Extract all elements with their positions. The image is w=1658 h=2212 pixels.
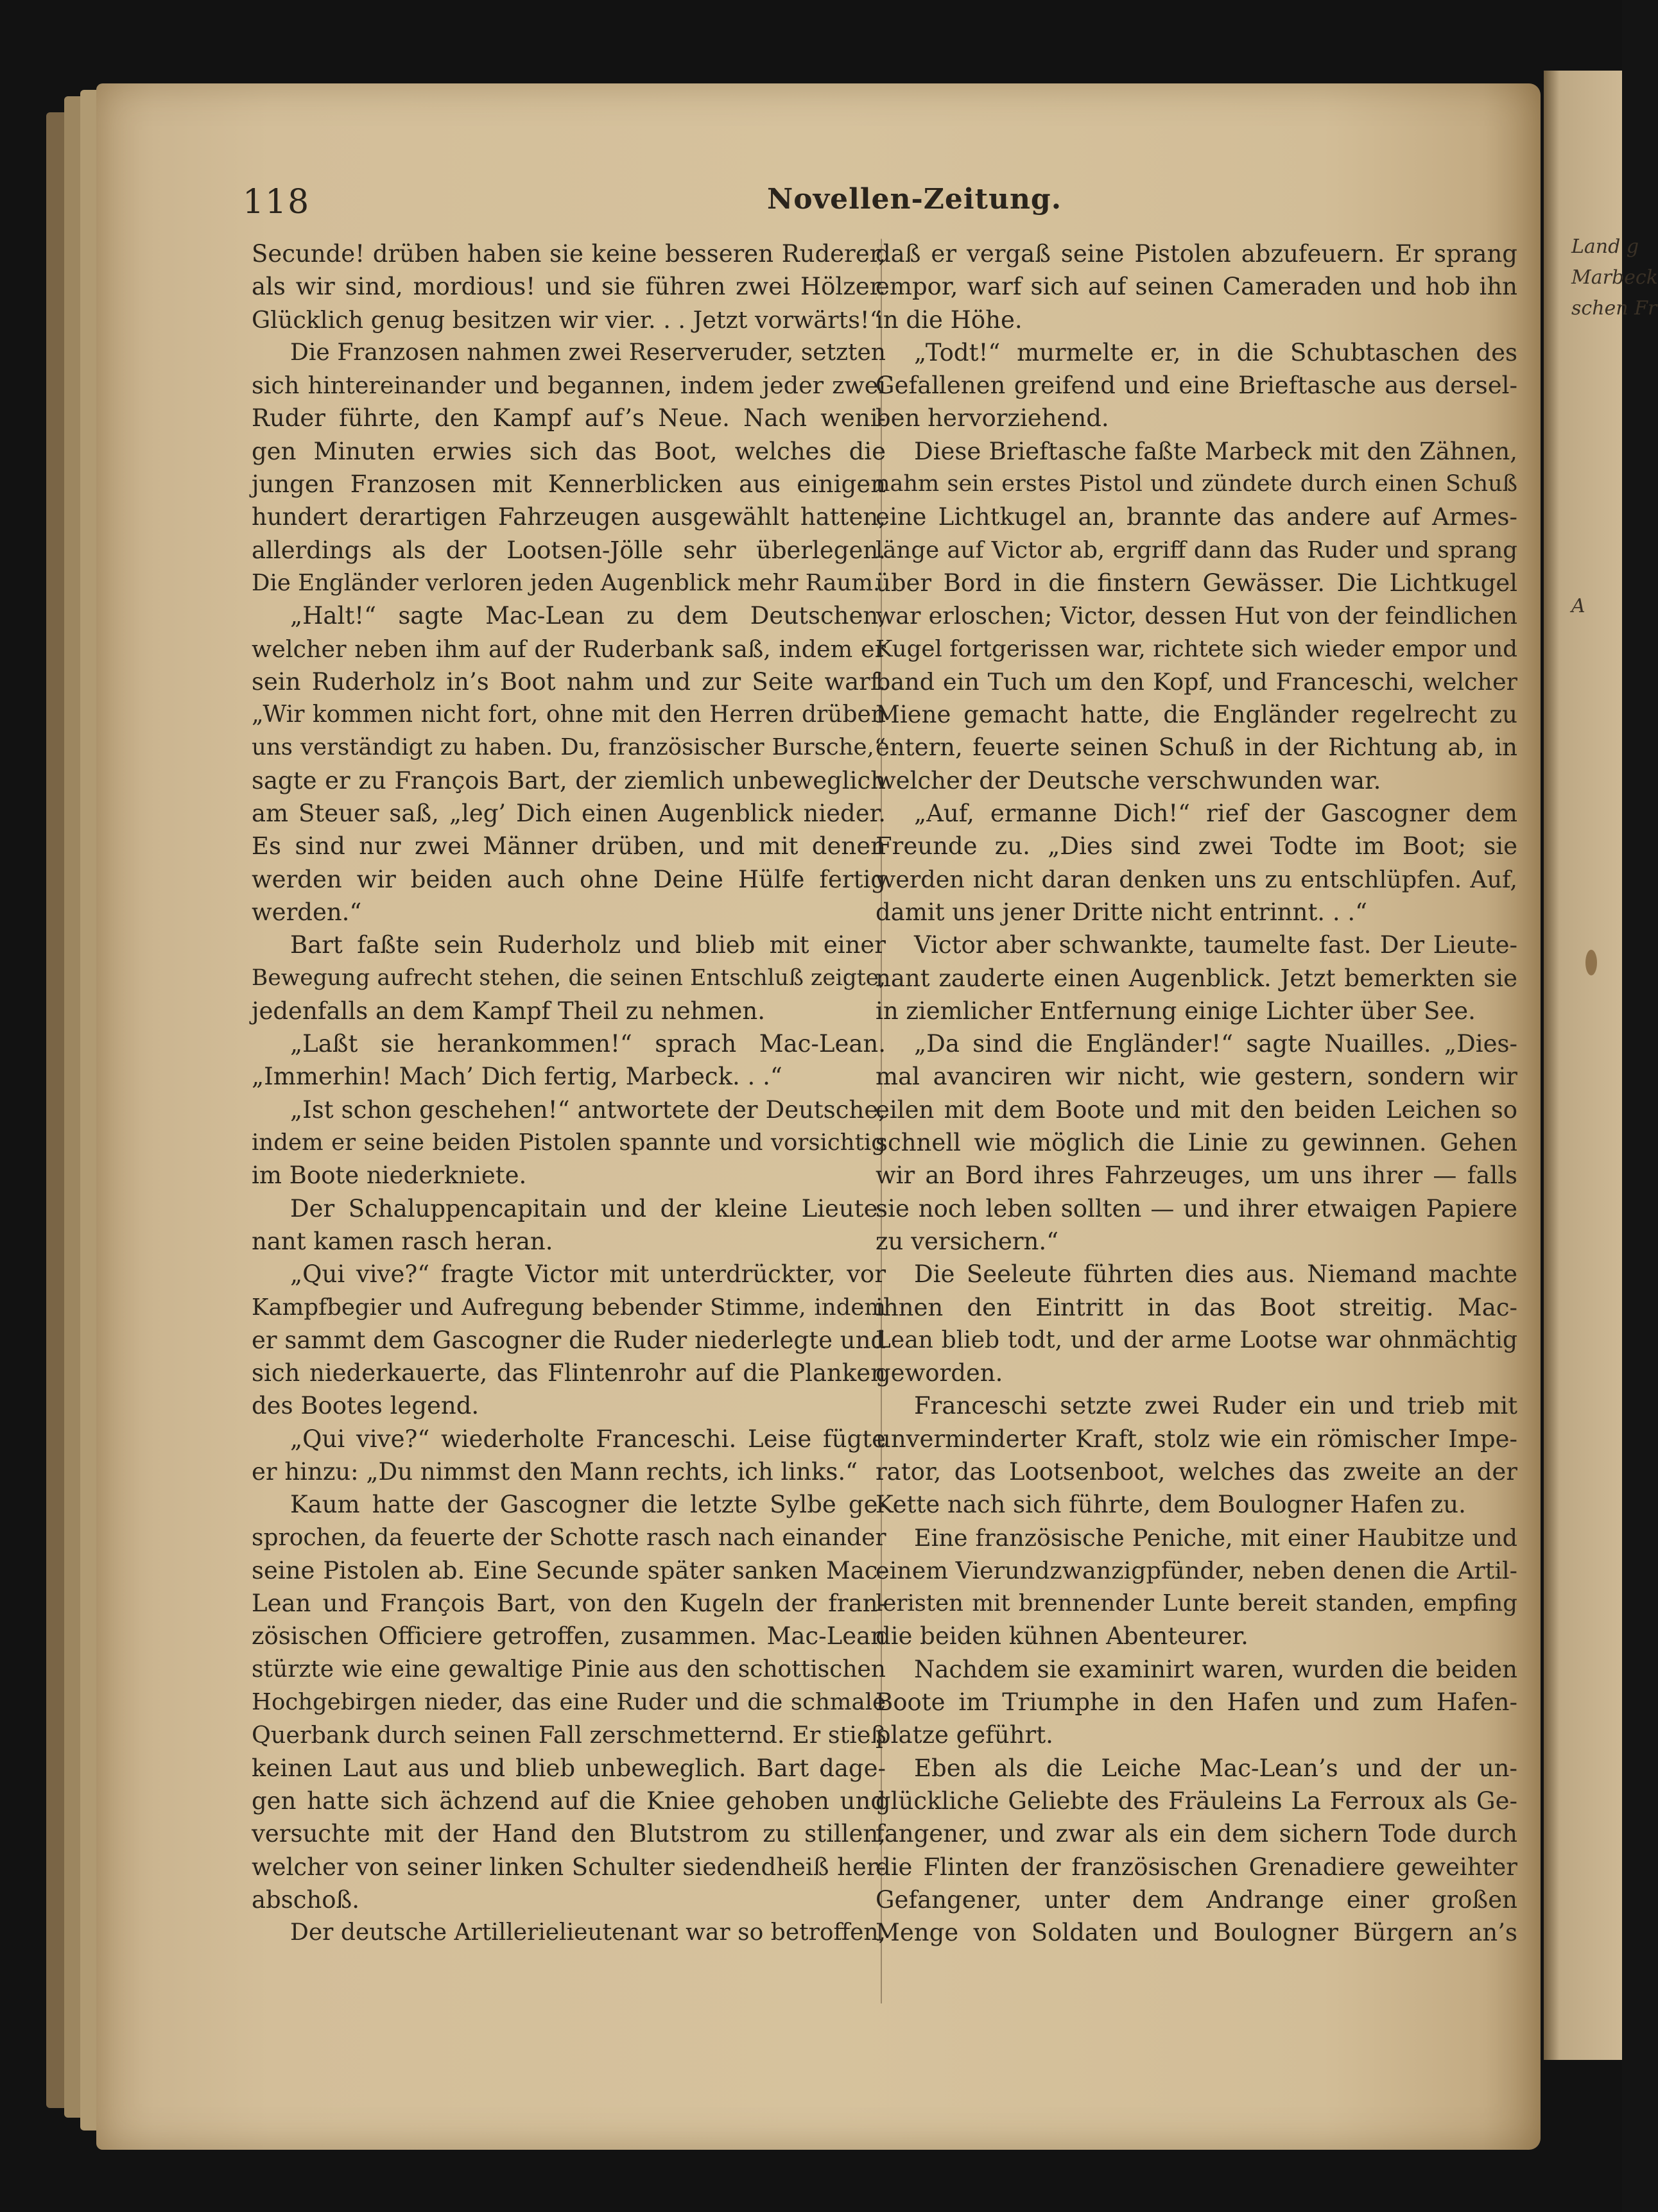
text-line: gen Minuten erwies sich das Boot, welches die bbox=[252, 437, 886, 465]
text-line: „Qui vive?“ wiederholte Franceschi. Leise fügte bbox=[290, 1425, 886, 1453]
text-line: Eben als die Leiche Mac-Lean’s und der un- bbox=[914, 1754, 1517, 1782]
text-line: seine Pistolen ab. Eine Secunde später sanken Mac- bbox=[252, 1556, 886, 1584]
text-line: Eine französische Peniche, mit einer Haubitze und bbox=[914, 1523, 1517, 1552]
text-line: Gefallenen greifend und eine Brieftasche aus dersel- bbox=[876, 372, 1517, 400]
text-line: „Auf, ermanne Dich!“ rief der Gascogner dem bbox=[914, 800, 1517, 828]
text-line: band ein Tuch um den Kopf, und Franceschi, welcher bbox=[876, 667, 1517, 696]
text-line: sprochen, da feuerte der Schotte rasch nach einander bbox=[252, 1524, 886, 1551]
text-line: jedenfalls an dem Kampf Theil zu nehmen. bbox=[252, 997, 765, 1025]
text-line: „Da sind die Engländer!“ sagte Nuailles. „Dies- bbox=[914, 1030, 1517, 1058]
next-page-edge bbox=[1544, 71, 1622, 2060]
text-line: im Boote niederkniete. bbox=[252, 1162, 527, 1190]
text-line: stürzte wie eine gewaltige Pinie aus den schottischen bbox=[252, 1656, 886, 1683]
text-line: empor, warf sich auf seinen Cameraden und hob ihn bbox=[876, 273, 1517, 301]
text-line: jungen Franzosen mit Kennerblicken aus einigen bbox=[252, 470, 886, 499]
text-line: Hochgebirgen nieder, das eine Ruder und die schmale bbox=[252, 1689, 886, 1716]
text-line: fangener, und zwar als ein dem sichern Tode durch bbox=[876, 1820, 1517, 1848]
text-line: ihnen den Eintritt in das Boot streitig. Mac- bbox=[876, 1293, 1517, 1321]
text-line: Die Engländer verloren jeden Augenblick mehr Raum. bbox=[252, 569, 881, 596]
text-line: werden nicht daran denken uns zu entschlüpfen. Auf, bbox=[876, 865, 1517, 893]
text-line: Secunde! drüben haben sie keine besseren Ruderer, bbox=[252, 240, 886, 268]
text-line: Der deutsche Artillerielieutenant war so betroffen, bbox=[290, 1919, 886, 1946]
text-line: Diese Brieftasche faßte Marbeck mit den Zähnen, bbox=[914, 437, 1517, 465]
text-line: nahm sein erstes Pistol und zündete durch einen Schuß bbox=[876, 471, 1517, 497]
text-line: welcher neben ihm auf der Ruderbank saß, indem er bbox=[252, 635, 886, 663]
text-line: rator, das Lootsenboot, welches das zweite an der bbox=[876, 1457, 1517, 1486]
text-line: einem Vierundzwanzigpfünder, neben denen die Artil- bbox=[876, 1556, 1517, 1584]
text-line: unverminderter Kraft, stolz wie ein römischer Impe- bbox=[876, 1425, 1517, 1453]
text-line: zu versichern.“ bbox=[876, 1227, 1059, 1255]
running-title: Novellen-Zeitung. bbox=[767, 183, 1062, 216]
text-line: „Qui vive?“ fragte Victor mit unterdrückter, vor bbox=[290, 1260, 886, 1289]
text-line: gen hatte sich ächzend auf die Kniee gehoben und bbox=[252, 1787, 886, 1815]
text-line: am Steuer saß, „leg’ Dich einen Augenblick nieder. bbox=[252, 800, 886, 828]
text-column-left bbox=[252, 237, 886, 1949]
text-line: Die Seeleute führten dies aus. Niemand machte bbox=[914, 1260, 1517, 1289]
text-line: wir an Bord ihres Fahrzeuges, um uns ihrer — falls bbox=[876, 1162, 1517, 1190]
text-line: daß er vergaß seine Pistolen abzufeuern. Er sprang bbox=[876, 240, 1517, 268]
text-line: sagte er zu François Bart, der ziemlich unbeweglich bbox=[252, 766, 886, 794]
text-line: er sammt dem Gascogner die Ruder niederlegte und bbox=[252, 1326, 886, 1354]
text-line: „Wir kommen nicht fort, ohne mit den Herren drüben bbox=[252, 701, 886, 728]
text-line: Kampfbegier und Aufregung bebender Stimme, indem bbox=[252, 1294, 886, 1321]
text-line: schnell wie möglich die Linie zu gewinnen. Gehen bbox=[876, 1129, 1517, 1157]
text-line: sich niederkauerte, das Flintenrohr auf die Planken bbox=[252, 1359, 886, 1387]
text-line: Querbank durch seinen Fall zerschmetternd. Er stieß bbox=[252, 1721, 886, 1749]
text-line: „Immerhin! Mach’ Dich fertig, Marbeck. . .“ bbox=[252, 1063, 782, 1091]
text-line: in die Höhe. bbox=[876, 305, 1023, 334]
text-line: Nachdem sie examinirt waren, wurden die beiden bbox=[914, 1655, 1517, 1683]
text-line: Kugel fortgerissen war, richtete sich wieder empor und bbox=[876, 635, 1517, 662]
next-page-fragment: schen Fr bbox=[1571, 297, 1657, 320]
text-line: indem er seine beiden Pistolen spannte und vorsichtig bbox=[252, 1129, 886, 1156]
text-line: entern, feuerte seinen Schuß in der Richtung ab, in bbox=[876, 733, 1517, 762]
text-line: nant kamen rasch heran. bbox=[252, 1227, 553, 1255]
text-line: Lean blieb todt, und der arme Lootse war ohnmächtig bbox=[876, 1326, 1517, 1353]
text-line: abschoß. bbox=[252, 1885, 360, 1914]
text-line: versuchte mit der Hand den Blutstrom zu stillen, bbox=[252, 1820, 886, 1848]
text-line: glückliche Geliebte des Fräuleins La Ferroux als Ge- bbox=[876, 1787, 1517, 1815]
text-line: damit uns jener Dritte nicht entrinnt. . .“ bbox=[876, 898, 1368, 926]
text-line: Bart faßte sein Ruderholz und blieb mit einer bbox=[290, 931, 886, 959]
text-line: war erloschen; Victor, dessen Hut von der feindlichen bbox=[876, 602, 1517, 630]
text-line: über Bord in die finstern Gewässer. Die Lichtkugel bbox=[876, 569, 1517, 597]
text-line: Es sind nur zwei Männer drüben, und mit denen bbox=[252, 832, 886, 861]
next-page-fragment: Land g bbox=[1571, 236, 1639, 258]
paper-stain bbox=[1585, 950, 1597, 975]
text-line: länge auf Victor ab, ergriff dann das Ruder und sprang bbox=[876, 536, 1517, 563]
text-line: sich hintereinander und begannen, indem jeder zwei bbox=[252, 372, 886, 400]
text-line: Lean und François Bart, von den Kugeln der fran- bbox=[252, 1590, 886, 1618]
text-line: die beiden kühnen Abenteurer. bbox=[876, 1622, 1248, 1650]
text-line: uns verständigt zu haben. Du, französischer Bursche,“ bbox=[252, 734, 886, 761]
text-line: Bewegung aufrecht stehen, die seinen Entschluß zeigte, bbox=[252, 965, 886, 991]
text-line: Freunde zu. „Dies sind zwei Todte im Boot; sie bbox=[876, 832, 1517, 861]
next-page-fragment: Marbeck bbox=[1571, 266, 1658, 289]
text-line: „Ist schon geschehen!“ antwortete der Deutsche, bbox=[290, 1095, 886, 1124]
text-line: die Flinten der französischen Grenadiere geweihter bbox=[876, 1853, 1517, 1881]
text-line: werden wir beiden auch ohne Deine Hülfe fertig bbox=[252, 865, 886, 893]
text-line: Menge von Soldaten und Boulogner Bürgern an’s bbox=[876, 1919, 1517, 1947]
text-line: „Todt!“ murmelte er, in die Schubtaschen des bbox=[914, 338, 1517, 366]
text-line: hundert derartigen Fahrzeugen ausgewählt hatten, bbox=[252, 503, 886, 531]
text-line: mal avanciren wir nicht, wie gestern, sondern wir bbox=[876, 1063, 1517, 1091]
text-line: werden.“ bbox=[252, 898, 362, 926]
text-line: eilen mit dem Boote und mit den beiden Leichen so bbox=[876, 1095, 1517, 1124]
text-line: allerdings als der Lootsen-Jölle sehr überlegen. bbox=[252, 536, 886, 564]
text-line: in ziemlicher Entfernung einige Lichter über See. bbox=[876, 997, 1476, 1025]
text-line: Ruder führte, den Kampf auf’s Neue. Nach weni- bbox=[252, 404, 886, 433]
text-line: als wir sind, mordious! und sie führen zwei Hölzer. bbox=[252, 273, 886, 301]
text-line: des Bootes legend. bbox=[252, 1392, 479, 1420]
text-line: welcher der Deutsche verschwunden war. bbox=[876, 766, 1381, 794]
text-line: Boote im Triumphe in den Hafen und zum Hafen- bbox=[876, 1688, 1517, 1717]
text-line: Miene gemacht hatte, die Engländer regelrecht zu bbox=[876, 701, 1517, 729]
text-line: eine Lichtkugel an, brannte das andere auf Armes- bbox=[876, 503, 1517, 531]
text-line: „Halt!“ sagte Mac-Lean zu dem Deutschen, bbox=[290, 602, 886, 630]
text-line: sie noch leben sollten — und ihrer etwaigen Papiere bbox=[876, 1194, 1517, 1222]
text-line: sein Ruderholz in’s Boot nahm und zur Seite warf. bbox=[252, 667, 886, 696]
text-line: Die Franzosen nahmen zwei Reserveruder, setzten bbox=[290, 339, 886, 366]
text-line: zösischen Officiere getroffen, zusammen. Mac-Lean bbox=[252, 1622, 886, 1650]
text-line: geworden. bbox=[876, 1359, 1003, 1387]
text-line: platze geführt. bbox=[876, 1721, 1053, 1749]
text-line: Kette nach sich führte, dem Boulogner Hafen zu. bbox=[876, 1491, 1466, 1519]
next-page-fragment: A bbox=[1571, 595, 1585, 617]
text-line: „Laßt sie herankommen!“ sprach Mac-Lean. bbox=[290, 1030, 886, 1058]
text-line: Franceschi setzte zwei Ruder ein und trieb mit bbox=[914, 1392, 1517, 1420]
text-line: er hinzu: „Du nimmst den Mann rechts, ich links.“ bbox=[252, 1457, 858, 1486]
text-line: Glücklich genug besitzen wir vier. . . Jetzt vorwärts!“ bbox=[252, 305, 882, 334]
text-line: leristen mit brennender Lunte bereit standen, empfing bbox=[876, 1590, 1517, 1617]
text-line: keinen Laut aus und blieb unbeweglich. Bart dage- bbox=[252, 1754, 886, 1782]
text-line: nant zauderte einen Augenblick. Jetzt bemerkten sie bbox=[876, 964, 1517, 992]
text-line: welcher von seiner linken Schulter siedendheiß her- bbox=[252, 1853, 886, 1881]
text-line: Gefangener, unter dem Andrange einer großen bbox=[876, 1885, 1517, 1914]
text-line: ben hervorziehend. bbox=[876, 404, 1109, 433]
page-number: 118 bbox=[243, 183, 311, 221]
text-column-right bbox=[876, 237, 1517, 1949]
text-line: Kaum hatte der Gascogner die letzte Sylbe ge- bbox=[290, 1491, 886, 1519]
text-line: Victor aber schwankte, taumelte fast. Der Lieute- bbox=[914, 931, 1517, 959]
text-line: Der Schaluppencapitain und der kleine Lieute- bbox=[290, 1194, 886, 1222]
